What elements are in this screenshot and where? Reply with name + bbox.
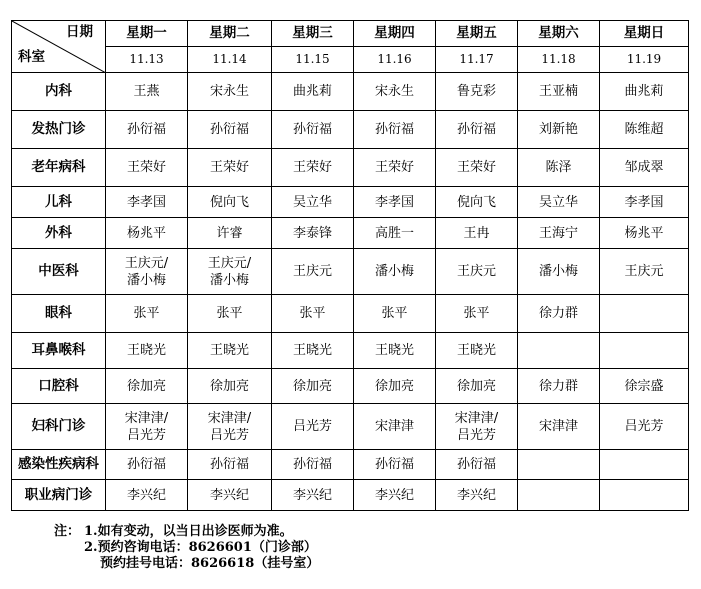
doctor-cell — [354, 295, 436, 333]
doctor-cell — [518, 187, 600, 218]
doctor-name: 宋永生 — [209, 84, 249, 99]
note-prefix: 注： — [54, 524, 81, 539]
department-name: 发热门诊 — [12, 111, 106, 149]
doctor-cell — [188, 480, 272, 511]
doctor-cell — [272, 480, 354, 511]
table-row — [12, 369, 689, 404]
doctor-name: 宋津津/ — [124, 410, 169, 426]
doctor-cell — [106, 149, 188, 187]
doctor-name: 李兴纪 — [209, 487, 249, 503]
doctor-name: 李孝国 — [624, 194, 664, 210]
doctor-cell — [518, 218, 600, 249]
doctor-cell — [188, 149, 272, 187]
doctor-name: 许睿 — [216, 225, 243, 241]
doctor-name: 王晓光 — [374, 343, 414, 358]
date-axis-label: 日期 — [66, 24, 93, 40]
doctor-name: 张平 — [299, 306, 326, 321]
department-name: 口腔科 — [12, 369, 106, 404]
doctor-cell — [518, 333, 600, 369]
doctor-name: 李兴纪 — [456, 487, 496, 503]
doctor-name: 吕光芳 — [126, 427, 166, 443]
doctor-cell — [518, 450, 600, 480]
doctor-name: 李兴纪 — [126, 487, 166, 503]
doctor-cell — [436, 249, 518, 295]
department-name: 职业病门诊 — [12, 480, 106, 511]
doctor-cell — [436, 369, 518, 404]
corner-header-cell — [12, 21, 106, 73]
department-name: 外科 — [12, 218, 106, 249]
doctor-name: 吕光芳 — [456, 427, 496, 443]
doctor-name: 王荣好 — [374, 160, 414, 175]
doctor-name: 王庆元/ — [124, 255, 169, 271]
department-name: 感染性疾病科 — [12, 450, 106, 480]
day-header: 星期一 — [106, 21, 188, 47]
doctor-cell — [354, 111, 436, 149]
doctor-cell — [106, 369, 188, 404]
day-header-row — [12, 21, 689, 47]
doctor-cell — [518, 404, 600, 450]
doctor-cell — [106, 73, 188, 111]
doctor-name: 潘小梅 — [374, 264, 414, 279]
doctor-name: 宋津津 — [538, 419, 578, 434]
doctor-cell — [106, 187, 188, 218]
doctor-cell — [354, 480, 436, 511]
roster-body — [12, 73, 689, 511]
doctor-cell — [600, 333, 689, 369]
doctor-name: 张平 — [463, 306, 490, 321]
doctor-cell — [188, 450, 272, 480]
doctor-cell — [272, 249, 354, 295]
doctor-name: 李泰锋 — [292, 225, 332, 241]
doctor-cell — [436, 333, 518, 369]
doctor-cell — [518, 111, 600, 149]
doctor-cell — [518, 73, 600, 111]
date-header: 11.18 — [518, 47, 600, 73]
note-text: 1.如有变动，以当日出诊医师为准。 — [84, 524, 293, 539]
day-header: 星期四 — [354, 21, 436, 47]
doctor-name: 徐加亮 — [209, 378, 249, 394]
doctor-name: 王燕 — [133, 84, 160, 99]
doctor-name: 张平 — [381, 306, 408, 321]
doctor-cell — [106, 450, 188, 480]
doctor-name: 王荣好 — [209, 160, 249, 175]
doctor-cell — [600, 218, 689, 249]
doctor-name: 杨兆平 — [624, 225, 664, 241]
doctor-cell — [436, 149, 518, 187]
day-header: 星期六 — [518, 21, 600, 47]
doctor-cell — [354, 73, 436, 111]
doctor-name: 王庆元 — [456, 264, 496, 279]
doctor-cell — [600, 149, 689, 187]
doctor-cell — [354, 333, 436, 369]
doctor-cell — [600, 73, 689, 111]
doctor-cell — [272, 187, 354, 218]
doctor-cell — [188, 333, 272, 369]
doctor-name: 孙衍福 — [126, 122, 166, 137]
doctor-name: 潘小梅 — [538, 264, 578, 279]
doctor-cell — [436, 73, 518, 111]
notes-block — [54, 524, 319, 572]
doctor-cell — [600, 480, 689, 511]
doctor-cell — [354, 404, 436, 450]
doctor-name: 徐加亮 — [126, 378, 166, 394]
doctor-cell — [436, 218, 518, 249]
table-row — [12, 333, 689, 369]
date-header: 11.16 — [354, 47, 436, 73]
doctor-name: 张平 — [133, 306, 160, 321]
note-line-2 — [54, 540, 319, 556]
doctor-name: 刘新艳 — [538, 122, 578, 137]
department-name: 内科 — [12, 73, 106, 111]
doctor-cell — [354, 187, 436, 218]
table-row — [12, 404, 689, 450]
doctor-name: 王亚楠 — [538, 84, 578, 99]
doctor-cell — [272, 111, 354, 149]
date-header: 11.17 — [436, 47, 518, 73]
doctor-cell — [600, 450, 689, 480]
doctor-cell — [188, 187, 272, 218]
doctor-cell — [106, 480, 188, 511]
doctor-name: 潘小梅 — [209, 272, 249, 288]
doctor-name: 吕光芳 — [624, 419, 664, 434]
note-line-3 — [54, 556, 319, 572]
table-row — [12, 295, 689, 333]
doctor-cell — [600, 404, 689, 450]
doctor-name: 倪向飞 — [456, 194, 496, 210]
doctor-cell — [188, 73, 272, 111]
doctor-name: 邹成翠 — [624, 160, 664, 175]
doctor-cell — [518, 480, 600, 511]
doctor-cell — [188, 369, 272, 404]
doctor-cell — [518, 249, 600, 295]
doctor-name: 徐加亮 — [456, 378, 496, 394]
doctor-name: 孙衍福 — [126, 457, 166, 472]
doctor-cell — [106, 295, 188, 333]
doctor-name: 孙衍福 — [209, 457, 249, 472]
doctor-cell — [106, 249, 188, 295]
department-name: 耳鼻喉科 — [12, 333, 106, 369]
table-row — [12, 218, 689, 249]
note-text: 预约挂号电话：8626618（挂号室） — [100, 556, 320, 571]
doctor-name: 王荣好 — [456, 160, 496, 175]
doctor-cell — [272, 295, 354, 333]
doctor-name: 高胜一 — [374, 225, 414, 241]
doctor-name: 宋津津 — [374, 419, 414, 434]
doctor-cell — [188, 404, 272, 450]
doctor-name: 鲁克彩 — [456, 84, 496, 99]
doctor-cell — [518, 369, 600, 404]
day-header: 星期二 — [188, 21, 272, 47]
doctor-cell — [272, 333, 354, 369]
doctor-cell — [436, 450, 518, 480]
doctor-name: 王海宁 — [538, 225, 578, 241]
doctor-name: 徐加亮 — [374, 378, 414, 394]
table-row — [12, 249, 689, 295]
date-header: 11.15 — [272, 47, 354, 73]
duty-roster-table — [11, 20, 688, 510]
doctor-cell — [600, 295, 689, 333]
doctor-name: 李孝国 — [374, 194, 414, 210]
doctor-cell — [354, 218, 436, 249]
department-name: 中医科 — [12, 249, 106, 295]
table-row — [12, 149, 689, 187]
doctor-cell — [272, 73, 354, 111]
day-header: 星期日 — [600, 21, 689, 47]
doctor-cell — [436, 480, 518, 511]
doctor-cell — [354, 249, 436, 295]
doctor-cell — [354, 450, 436, 480]
doctor-name: 李孝国 — [126, 194, 166, 210]
doctor-name: 王荣好 — [126, 160, 166, 175]
doctor-name: 徐力群 — [538, 378, 578, 394]
doctor-cell — [436, 111, 518, 149]
doctor-cell — [600, 369, 689, 404]
doctor-name: 孙衍福 — [456, 457, 496, 472]
doctor-name: 曲兆莉 — [624, 84, 664, 99]
doctor-cell — [188, 218, 272, 249]
doctor-name: 宋津津/ — [454, 410, 499, 426]
doctor-cell — [272, 450, 354, 480]
doctor-name: 王庆元 — [292, 264, 332, 279]
note-text: 2.预约咨询电话：8626601（门诊部） — [84, 540, 317, 555]
doctor-cell — [106, 218, 188, 249]
doctor-cell — [600, 111, 689, 149]
doctor-name: 曲兆莉 — [292, 84, 332, 99]
department-name: 儿科 — [12, 187, 106, 218]
doctor-name: 孙衍福 — [292, 122, 332, 137]
doctor-cell — [600, 249, 689, 295]
department-name: 老年病科 — [12, 149, 106, 187]
doctor-name: 王庆元/ — [207, 255, 252, 271]
doctor-cell — [518, 295, 600, 333]
doctor-name: 宋津津/ — [207, 410, 252, 426]
doctor-name: 王晓光 — [292, 343, 332, 358]
doctor-name: 王晓光 — [456, 343, 496, 358]
doctor-name: 王荣好 — [292, 160, 332, 175]
date-header-row — [12, 47, 689, 73]
doctor-cell — [188, 295, 272, 333]
department-axis-label: 科室 — [18, 49, 45, 65]
doctor-name: 徐力群 — [538, 306, 578, 321]
doctor-cell — [518, 149, 600, 187]
table-row — [12, 73, 689, 111]
schedule-grid — [11, 20, 689, 511]
date-header: 11.19 — [600, 47, 689, 73]
note-line-1 — [54, 524, 319, 540]
doctor-cell — [436, 187, 518, 218]
doctor-cell — [106, 404, 188, 450]
date-header: 11.13 — [106, 47, 188, 73]
doctor-name: 宋永生 — [374, 84, 414, 99]
doctor-cell — [272, 369, 354, 404]
doctor-cell — [188, 111, 272, 149]
day-header: 星期三 — [272, 21, 354, 47]
doctor-name: 潘小梅 — [126, 272, 166, 288]
doctor-cell — [354, 369, 436, 404]
doctor-name: 徐宗盛 — [624, 378, 664, 394]
department-name: 妇科门诊 — [12, 404, 106, 450]
doctor-cell — [106, 111, 188, 149]
doctor-cell — [188, 249, 272, 295]
date-header: 11.14 — [188, 47, 272, 73]
doctor-cell — [106, 333, 188, 369]
doctor-cell — [600, 187, 689, 218]
doctor-name: 徐加亮 — [292, 378, 332, 394]
doctor-name: 孙衍福 — [456, 122, 496, 137]
doctor-name: 杨兆平 — [126, 225, 166, 241]
doctor-name: 王冉 — [463, 225, 490, 241]
doctor-name: 李兴纪 — [292, 487, 332, 503]
doctor-cell — [272, 218, 354, 249]
doctor-cell — [272, 404, 354, 450]
doctor-name: 孙衍福 — [292, 457, 332, 472]
doctor-cell — [436, 295, 518, 333]
doctor-name: 陈维超 — [624, 122, 664, 137]
table-row — [12, 111, 689, 149]
doctor-cell — [436, 404, 518, 450]
doctor-name: 孙衍福 — [374, 457, 414, 472]
table-row — [12, 480, 689, 511]
doctor-name: 李兴纪 — [374, 487, 414, 503]
doctor-name: 吕光芳 — [209, 427, 249, 443]
doctor-name: 吕光芳 — [292, 419, 332, 434]
doctor-name: 张平 — [216, 306, 243, 321]
doctor-name: 吴立华 — [538, 194, 578, 210]
doctor-name: 王晓光 — [209, 343, 249, 358]
doctor-name: 孙衍福 — [209, 122, 249, 137]
doctor-name: 孙衍福 — [374, 122, 414, 137]
doctor-name: 吴立华 — [292, 194, 332, 210]
day-header: 星期五 — [436, 21, 518, 47]
doctor-name: 倪向飞 — [209, 194, 249, 210]
doctor-name: 陈泽 — [545, 160, 572, 175]
doctor-name: 王晓光 — [126, 343, 166, 358]
doctor-name: 王庆元 — [624, 264, 664, 279]
doctor-cell — [354, 149, 436, 187]
doctor-cell — [272, 149, 354, 187]
table-row — [12, 450, 689, 480]
table-row — [12, 187, 689, 218]
department-name: 眼科 — [12, 295, 106, 333]
